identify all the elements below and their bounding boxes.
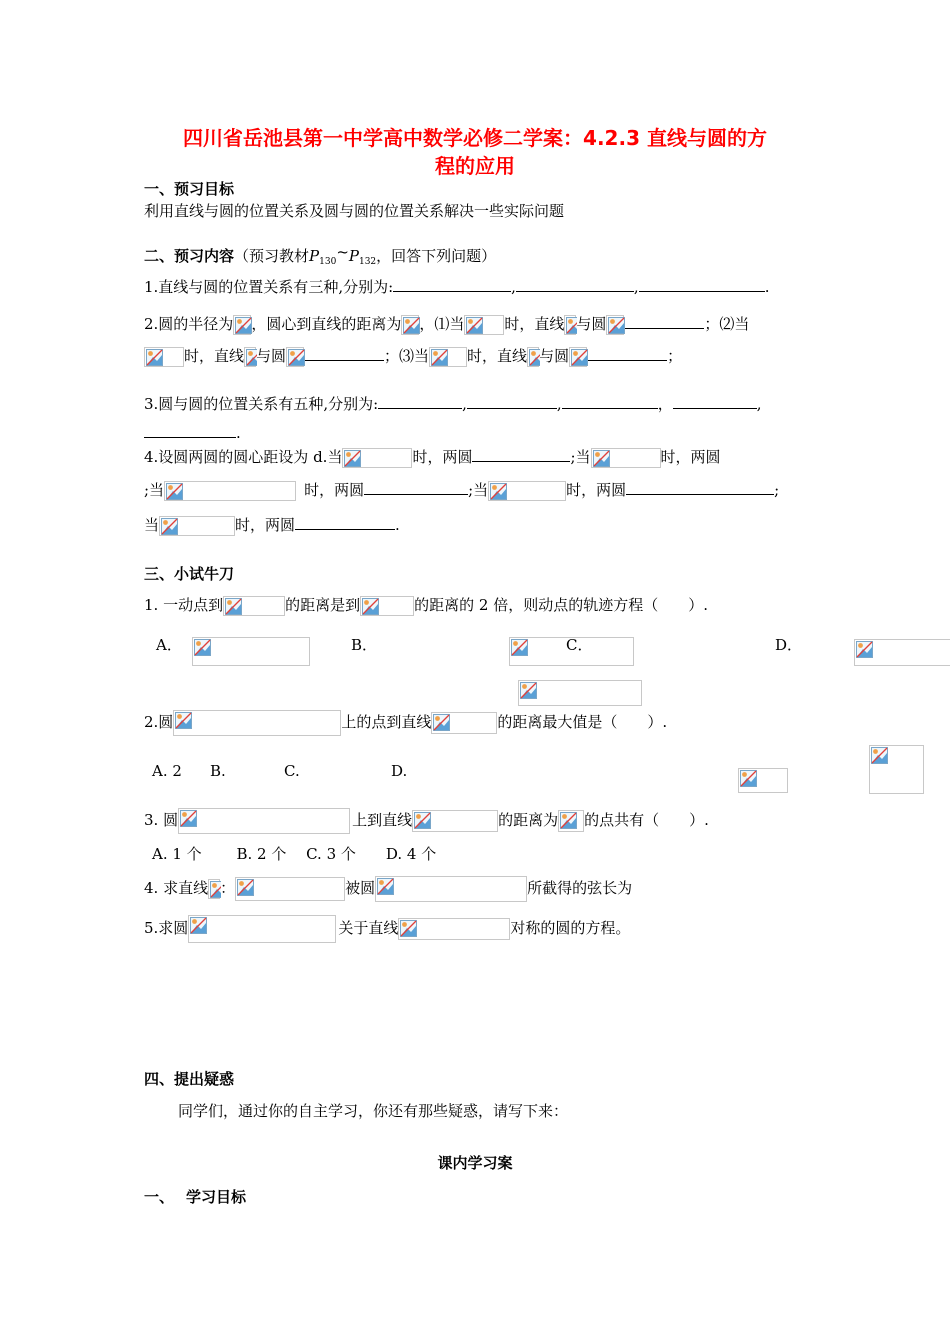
answer-blank[interactable] — [295, 515, 395, 530]
option-c-label: C． — [566, 636, 593, 654]
section-1-heading: 一、预习目标 — [144, 180, 235, 198]
formula-image-icon — [569, 347, 587, 367]
option-d-formula-icon[interactable] — [518, 680, 642, 706]
page-ref-1: $P_{130}$ — [309, 247, 337, 267]
section-3-heading: 三、小试牛刀 — [144, 565, 235, 583]
s2-question-4-line-2: ;当 时，两圆 ;当 时，两圆 ; — [144, 481, 780, 499]
s3-question-1: 1. 一动点到 的距离是到 的距离的 2 倍，则动点的轨迹方程（ ）. — [144, 596, 708, 614]
s3-question-3: 3. 圆 上到直线 的距离为 的点共有（ ）. — [144, 808, 709, 834]
formula-image-icon — [375, 876, 527, 902]
s2-question-2-line-1: 2.圆的半径为 ，圆心到直线的距离为 ，⑴当 时，直线 与圆 ；⑵当 — [144, 315, 750, 333]
section-2-heading: 二、预习内容 — [144, 247, 235, 265]
formula-image-icon — [431, 712, 497, 734]
option-d-label: D． — [775, 636, 803, 654]
formula-image-icon — [398, 918, 510, 940]
s2-question-4-line-1: 4.设圆两圆的圆心距设为 d.当 时，两圆 ;当 时，两圆 — [144, 448, 721, 466]
s2-question-3-cont: . — [144, 423, 241, 442]
formula-image-icon — [178, 808, 350, 834]
formula-image-icon — [360, 596, 414, 616]
formula-image-icon — [164, 481, 296, 501]
s3-q3-options: A. 1 个 B. 2 个 C. 3 个 D. 4 个 — [152, 845, 437, 863]
inclass-heading: 课内学习案 — [437, 1154, 513, 1172]
option-a-label: A． — [156, 636, 182, 654]
option-a-formula-icon[interactable] — [192, 637, 310, 666]
formula-image-icon — [606, 315, 624, 335]
formula-image-icon — [429, 347, 467, 367]
page-ref-2: $P_{132}$ — [348, 247, 377, 267]
answer-blank[interactable] — [304, 346, 384, 361]
s3-q2-option-d: D. — [391, 762, 408, 780]
formula-image-icon — [233, 315, 251, 335]
formula-image-icon — [208, 879, 220, 899]
s2-question-3: 3.圆与圆的位置关系有五种,分别为: , , ， , — [144, 395, 762, 413]
section-2-note-post: ，回答下列问题） — [376, 247, 497, 265]
title-line-2: 程的应用 — [435, 154, 515, 178]
answer-blank[interactable] — [562, 394, 658, 409]
formula-image-icon — [401, 315, 419, 335]
answer-blank[interactable] — [467, 394, 557, 409]
inclass-sub-number: 一、 — [144, 1188, 175, 1206]
answer-blank[interactable] — [587, 346, 667, 361]
s3-q2-option-b-formula-icon[interactable] — [738, 768, 788, 793]
answer-blank[interactable] — [378, 394, 462, 409]
answer-blank[interactable] — [364, 480, 468, 495]
answer-blank[interactable] — [393, 277, 511, 292]
s3-q2-option-c-formula-icon[interactable] — [869, 745, 924, 794]
section-1-text: 利用直线与圆的位置关系及圆与圆的位置关系解决一些实际问题 — [144, 202, 565, 220]
formula-image-icon — [159, 516, 235, 536]
formula-image-icon — [235, 877, 345, 901]
section-2-heading-line — [144, 243, 496, 267]
formula-image-icon — [591, 448, 661, 468]
s2-question-2-line-2: 时，直线 与圆 ；⑶当 时，直线 与圆 ； — [144, 345, 682, 367]
s3-q2-option-a: A. 2 — [152, 762, 182, 780]
answer-blank[interactable] — [472, 447, 570, 462]
s3-q2-option-b: B. — [210, 762, 226, 780]
formula-image-icon — [286, 347, 304, 367]
formula-image-icon — [527, 347, 539, 367]
formula-image-icon — [144, 347, 184, 367]
page-ref-tilde: ~ — [336, 243, 349, 261]
formula-image-icon — [564, 315, 576, 335]
formula-image-icon — [173, 710, 341, 736]
option-b-label: B． — [351, 636, 378, 654]
formula-image-icon — [223, 596, 285, 616]
section-4-heading: 四、提出疑惑 — [144, 1070, 235, 1088]
formula-image-icon — [342, 448, 412, 468]
answer-blank[interactable] — [624, 314, 704, 329]
s2-question-4-line-3: 当 时，两圆 . — [144, 516, 400, 534]
formula-image-icon — [464, 315, 504, 335]
formula-image-icon — [188, 915, 336, 943]
s2-q1-text: 1.直线与圆的位置关系有三种,分别为: — [144, 278, 394, 296]
s3-question-2: 2.圆 上的点到直线 的距离最大值是（ ）. — [144, 710, 667, 736]
s3-q2-option-c: C. — [284, 762, 300, 780]
formula-image-icon — [412, 810, 498, 832]
formula-image-icon — [488, 481, 566, 501]
inclass-sub-title: 学习目标 — [186, 1188, 247, 1206]
option-c-formula-icon[interactable] — [854, 639, 950, 666]
section-2-note-pre: （预习教材 — [234, 247, 310, 265]
answer-blank[interactable] — [626, 480, 774, 495]
answer-blank[interactable] — [639, 277, 765, 292]
s3-question-5: 5.求圆 关于直线 对称的圆的方程。 — [144, 915, 630, 943]
answer-blank[interactable] — [516, 277, 634, 292]
answer-blank[interactable] — [144, 423, 236, 438]
s3-question-4: 4. 求直线 ： 被圆 所截得的弦长为 — [144, 876, 632, 902]
s2-question-1: 1.直线与圆的位置关系有三种,分别为: , , . — [144, 278, 770, 296]
answer-blank[interactable] — [673, 394, 757, 409]
section-4-text: 同学们，通过你的自主学习，你还有那些疑惑，请写下来： — [178, 1102, 569, 1120]
formula-image-icon — [244, 347, 256, 367]
page-title — [0, 124, 950, 180]
formula-image-icon — [558, 810, 584, 832]
title-line-1: 四川省岳池县第一中学高中数学必修二学案：4.2.3 直线与圆的方 — [183, 126, 767, 150]
